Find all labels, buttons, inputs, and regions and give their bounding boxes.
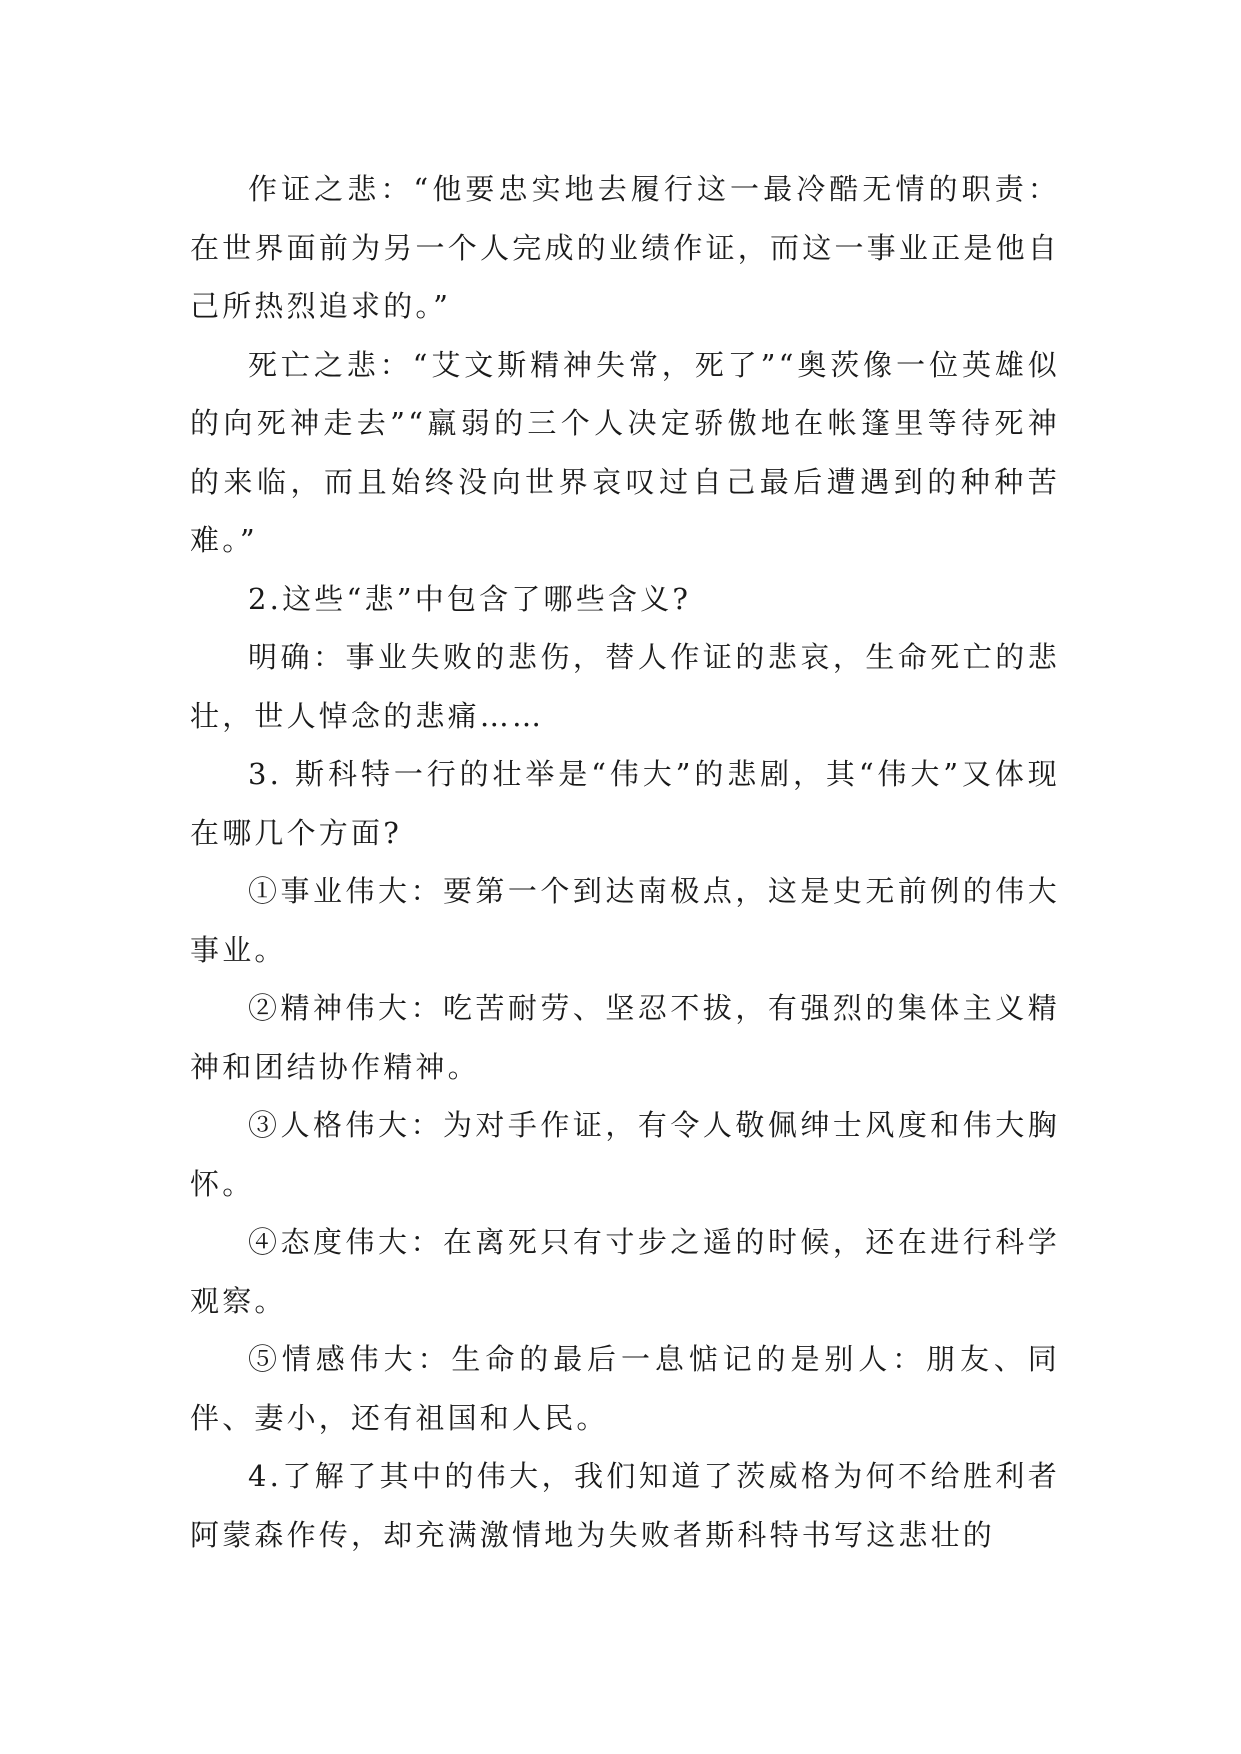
question-4: 4.了解了其中的伟大，我们知道了茨威格为何不给胜利者阿蒙森作传，却充满激情地为失败者斯科特书写这悲壮的 <box>190 1459 1060 1552</box>
greatness-attitude: ④态度伟大：在离死只有寸步之遥的时候，还在进行科学观察。 <box>190 1225 1060 1318</box>
answer-2: 明确：事业失败的悲伤，替人作证的悲哀，生命死亡的悲壮，世人悼念的悲痛…… <box>190 640 1060 733</box>
greatness-character: ③人格伟大：为对手作证，有令人敬佩绅士风度和伟大胸怀。 <box>190 1108 1060 1201</box>
greatness-spirit: ②精神伟大：吃苦耐劳、坚忍不拔，有强烈的集体主义精神和团结协作精神。 <box>190 991 1060 1084</box>
document-body <box>190 160 1060 1564</box>
paragraph-witness-sorrow: 作证之悲：“他要忠实地去履行这一最冷酷无情的职责：在世界面前为另一个人完成的业绩作证，而这一事业正是他自己所热烈追求的。” <box>190 172 1060 323</box>
greatness-emotion: ⑤情感伟大：生命的最后一息惦记的是别人：朋友、同伴、妻小，还有祖国和人民。 <box>190 1342 1060 1435</box>
greatness-career: ①事业伟大：要第一个到达南极点，这是史无前例的伟大事业。 <box>190 874 1060 967</box>
question-2: 2.这些“悲”中包含了哪些含义? <box>248 581 692 616</box>
question-3: 3. 斯科特一行的壮举是“伟大”的悲剧，其“伟大”又体现在哪几个方面? <box>190 757 1060 850</box>
paragraph-death-sorrow: 死亡之悲：“艾文斯精神失常，死了”“奥茨像一位英雄似的向死神走去”“羸弱的三个人决定骄傲地在帐篷里等待死神的来临，而且始终没向世界哀叹过自己最后遭遇到的种种苦难。” <box>190 347 1060 557</box>
